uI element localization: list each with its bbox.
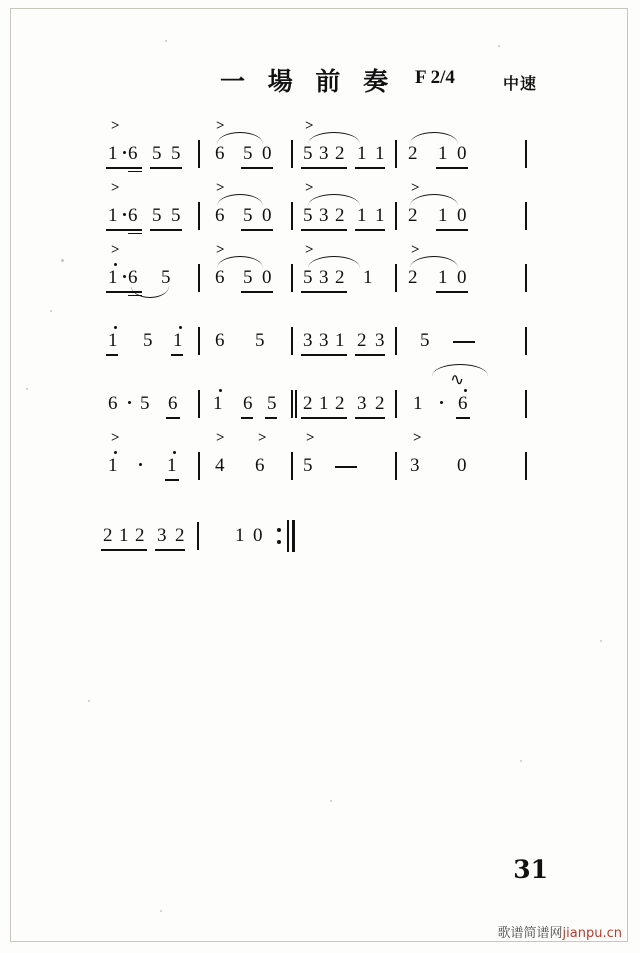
barline [291,264,293,292]
note: 1 [438,267,448,288]
note: 5 [243,205,253,226]
note: 6 [243,393,253,414]
accent-mark: > [216,430,225,446]
octave-dot [114,263,117,266]
beam [355,167,385,169]
accent-mark: > [411,180,420,196]
note: 2 [335,205,345,226]
note: 2 [135,525,145,546]
note: 0 [262,267,272,288]
note: 2 [335,267,345,288]
note: 0 [457,267,467,288]
barline [525,390,527,418]
note: 6 [168,393,178,414]
note: 3 [319,205,329,226]
accent-mark: > [305,118,314,134]
note: 1 [413,393,423,414]
beam [106,229,142,231]
beam [241,291,273,293]
note: 5 [171,143,181,164]
ornament-mark: ∿ [450,370,465,390]
barline [291,140,293,168]
beam [165,479,179,481]
paper-speck [165,40,167,42]
note: 6 [128,267,138,288]
duration-dash [335,466,357,468]
augmentation-dot [440,401,443,404]
note: 6 [215,205,225,226]
beam [150,229,182,231]
note: 5 [303,267,313,288]
octave-dot [179,326,182,329]
beam [171,354,183,356]
octave-dot [219,389,222,392]
watermark-domain: jianpu.cn [562,926,622,941]
note: 2 [335,393,345,414]
note: 2 [175,525,185,546]
barline [197,522,199,550]
paper-speck [88,700,90,702]
accent-mark: > [305,242,314,258]
beam [106,354,118,356]
barline [291,390,293,418]
barline [395,140,397,168]
duration-dash [453,341,475,343]
note: 5 [243,143,253,164]
barline [291,202,293,230]
beam [241,229,273,231]
paper-speck [160,910,162,912]
beam [301,167,347,169]
accent-mark: > [111,430,120,446]
note: 3 [319,330,329,351]
note: 0 [457,205,467,226]
beam [301,229,347,231]
barline [525,327,527,355]
note: 2 [357,330,367,351]
music-system-7 [95,500,555,556]
note: 2 [303,393,313,414]
beam [355,354,385,356]
beam [436,167,468,169]
barline [295,390,297,418]
beam [128,171,142,172]
octave-dot [114,326,117,329]
beam [106,167,142,169]
octave-dot [464,389,467,392]
beam [166,417,180,419]
music-system-6 [95,430,555,486]
barline [292,520,295,552]
beam [101,549,147,551]
paper-speck [520,760,522,762]
note: 3 [157,525,167,546]
paper-speck [26,388,28,390]
note: 5 [303,455,313,476]
slur [308,132,360,144]
beam [155,549,185,551]
beam [241,417,253,419]
note: 1 [108,143,118,164]
paper-speck [600,640,602,642]
note: 0 [457,143,467,164]
note: 5 [140,393,150,414]
augmentation-dot [123,213,126,216]
note: 3 [303,330,313,351]
barline [395,264,397,292]
accent-mark: > [216,118,225,134]
note: 3 [319,267,329,288]
note: 1 [375,143,385,164]
note: 5 [171,205,181,226]
note: 1 [357,205,367,226]
octave-dot [173,451,176,454]
note: 6 [215,267,225,288]
accent-mark: > [216,242,225,258]
note: 2 [375,393,385,414]
accent-mark: > [413,430,422,446]
note: 1 [119,525,129,546]
music-system-4 [95,305,555,361]
watermark-text: 歌谱简谱网 [497,926,563,941]
note: 6 [215,330,225,351]
note: 1 [319,393,329,414]
barline [198,140,200,168]
augmentation-dot [139,463,142,466]
barline [395,327,397,355]
note: 6 [458,393,468,414]
barline [525,140,527,168]
beam [456,417,470,419]
beam [241,167,273,169]
barline [395,452,397,480]
accent-mark: > [216,180,225,196]
note: 5 [161,267,171,288]
note: 0 [262,205,272,226]
paper-speck [61,259,64,262]
barline [395,202,397,230]
note: 6 [255,455,265,476]
note: 3 [357,393,367,414]
note: 1 [108,455,118,476]
slur [308,256,360,268]
note: 1 [173,330,183,351]
beam [436,291,468,293]
paper-speck [498,45,500,47]
note: 1 [235,525,245,546]
beam [301,417,347,419]
note: 5 [267,393,277,414]
augmentation-dot [123,275,126,278]
page-title: 一 場 前 奏 [220,67,396,96]
augmentation-dot [123,151,126,154]
slur [308,194,360,206]
note: 6 [215,143,225,164]
note: 2 [103,525,113,546]
music-system-2 [95,180,555,236]
note: 1 [375,205,385,226]
beam [265,417,277,419]
note: 1 [335,330,345,351]
note: 1 [438,205,448,226]
watermark [498,922,622,941]
note: 1 [363,267,373,288]
note: 0 [457,455,467,476]
accent-mark: > [306,430,315,446]
note: 5 [303,205,313,226]
barline [291,327,293,355]
note: 1 [108,205,118,226]
barline [291,452,293,480]
barline [525,264,527,292]
music-system-3 [95,242,555,298]
note: 1 [167,455,177,476]
note: 3 [375,330,385,351]
note: 6 [128,205,138,226]
barline [287,520,289,552]
note: 3 [319,143,329,164]
barline [395,390,397,418]
key-signature: F 2/4 [415,67,455,88]
title-row [220,62,580,96]
beam [301,354,347,356]
barline [525,202,527,230]
beam [150,167,182,169]
note: 1 [108,267,118,288]
note: 5 [303,143,313,164]
note: 6 [108,393,118,414]
repeat-end-dots [277,526,285,550]
note: 4 [215,455,225,476]
barline [525,452,527,480]
note: 2 [408,205,418,226]
music-system-1 [95,118,555,174]
octave-dot [114,451,117,454]
note: 6 [128,143,138,164]
accent-mark: > [111,180,120,196]
note: 1 [213,393,223,414]
music-system-5 [95,368,555,424]
beam [301,291,347,293]
beam [436,229,468,231]
barline [198,390,200,418]
beam [355,229,385,231]
paper-speck [50,310,52,312]
page-number: 31 [513,855,548,884]
note: 2 [408,267,418,288]
accent-mark: > [411,242,420,258]
note: 5 [152,205,162,226]
note: 1 [357,143,367,164]
beam [355,417,385,419]
barline [198,452,200,480]
beam [128,233,142,234]
accent-mark: > [258,430,267,446]
note: 2 [408,143,418,164]
tempo-marking: 中速 [503,74,538,93]
note: 3 [410,455,420,476]
note: 1 [108,330,118,351]
note: 1 [438,143,448,164]
note: 0 [262,143,272,164]
note: 5 [243,267,253,288]
note: 5 [152,143,162,164]
accent-mark: > [305,180,314,196]
barline [198,327,200,355]
note: 5 [420,330,430,351]
barline [198,202,200,230]
paper-speck [330,800,332,802]
accent-mark: > [111,118,120,134]
note: 2 [335,143,345,164]
note: 5 [143,330,153,351]
barline [198,264,200,292]
note: 0 [253,525,263,546]
accent-mark: > [111,242,120,258]
note: 5 [255,330,265,351]
augmentation-dot [128,401,131,404]
